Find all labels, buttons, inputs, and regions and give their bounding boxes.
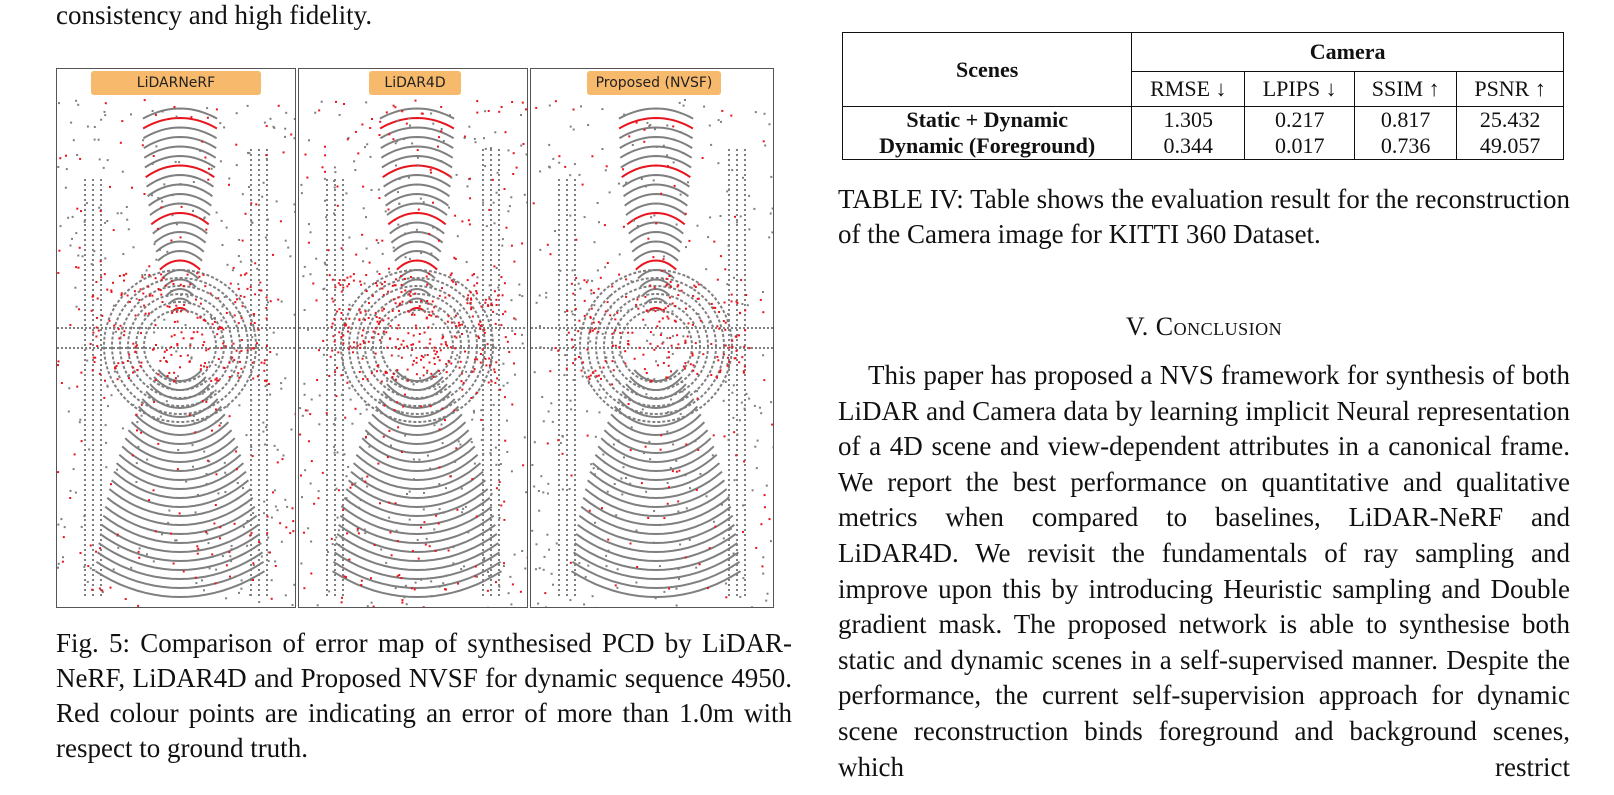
value-cell: 1.305 [1132, 107, 1245, 134]
panel-lidar4d [298, 68, 528, 608]
point-cloud-lidar4d [299, 69, 527, 607]
value-cell: 0.344 [1132, 133, 1245, 160]
panel-proposed [530, 68, 774, 608]
panel-label: LiDAR4D [369, 71, 461, 95]
camera-header: Camera [1132, 33, 1564, 72]
section-heading [838, 312, 1570, 342]
section-title: Conclusion [1155, 312, 1283, 341]
value-cell: 0.017 [1245, 133, 1355, 160]
table-row [843, 133, 1564, 160]
results-table [842, 32, 1564, 160]
value-cell: 49.057 [1457, 133, 1564, 160]
column-header: SSIM ↑ [1355, 72, 1457, 107]
scenes-header: Scenes [843, 33, 1132, 107]
panel-label: LiDARNeRF [91, 71, 261, 95]
conclusion-body: This paper has proposed a NVS framework for synthesis of both LiDAR and Camera data by learning implicit Neural representation of a 4D scene and view-dependent attributes in a canonical frame. We report the best performance on quantitative and qualitative metrics when compared to baselines, LiDAR-NeRF and LiDAR4D. We revisit the fundamentals of ray sampling and improve upon this by introducing Heuristic sampling and Double gradient mask. The proposed network is able to synthesise both static and dynamic scenes in a self-supervised manner. Despite the performance, the current self-supervision approach for dynamic scene reconstruction binds foreground and background scenes, which restrict [838, 360, 1570, 782]
point-cloud-lidarnerf [57, 69, 295, 607]
column-header: LPIPS ↓ [1245, 72, 1355, 107]
scene-cell: Dynamic (Foreground) [843, 133, 1132, 160]
scene-cell: Static + Dynamic [843, 107, 1132, 134]
panel-lidarnerf [56, 68, 296, 608]
panel-label: Proposed (NVSF) [587, 71, 721, 95]
previous-text: consistency and high fidelity. [56, 0, 373, 30]
column-header: PSNR ↑ [1457, 72, 1564, 107]
value-cell: 0.736 [1355, 133, 1457, 160]
table-row [843, 107, 1564, 134]
column-header: RMSE ↓ [1132, 72, 1245, 107]
point-cloud-proposed [531, 69, 773, 607]
section-number: V. [1125, 312, 1149, 341]
value-cell: 0.217 [1245, 107, 1355, 134]
value-cell: 0.817 [1355, 107, 1457, 134]
figure-caption: Fig. 5: Comparison of error map of synthesised PCD by LiDAR-NeRF, LiDAR4D and Proposed NVSF for dynamic sequence 4950. Red colour points are indicating an error of more than 1.0m with respect to ground truth. [56, 628, 792, 763]
table-caption: TABLE IV: Table shows the evaluation result for the reconstruction of the Camera image for KITTI 360 Dataset. [838, 184, 1570, 249]
value-cell: 25.432 [1457, 107, 1564, 134]
